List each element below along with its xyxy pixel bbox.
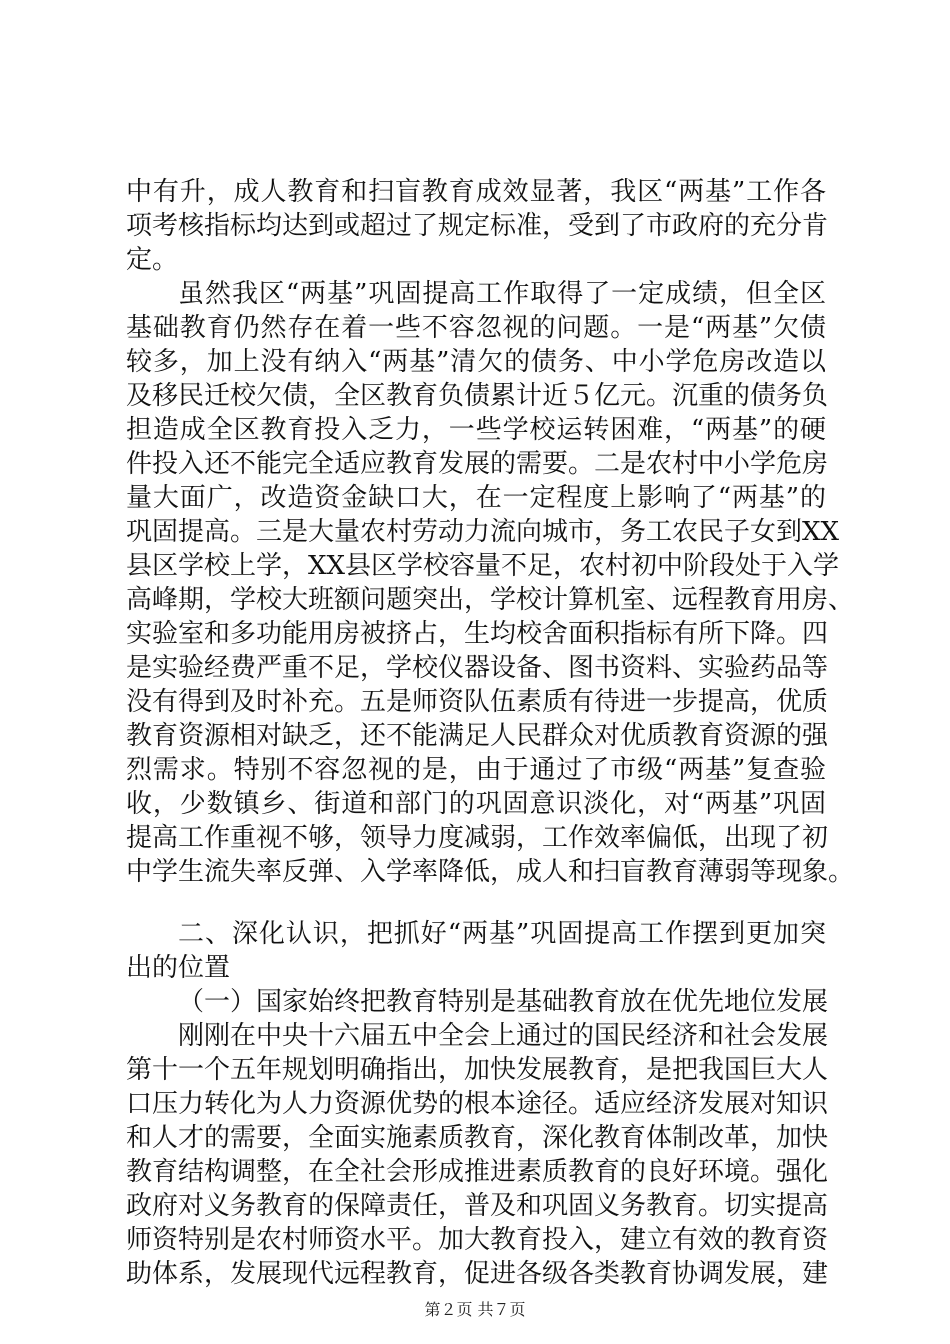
text-line: 第十一个五年规划明确指出，加快发展教育，是把我国巨大人	[126, 1055, 829, 1085]
text-line: 中有升，成人教育和扫盲教育成效显著，我区“两基”工作各	[126, 177, 826, 207]
text-line: 高峰期，学校大班额问题突出，学校计算机室、远程教育用房、	[126, 585, 855, 615]
text-line: 定。	[126, 245, 179, 275]
text-line: 收，少数镇乡、街道和部门的巩固意识淡化，对“两基”巩固	[126, 789, 826, 819]
text-line: 及移民迁校欠债，全区教育负债累计近５亿元。沉重的债务负	[126, 381, 829, 411]
text-line: 烈需求。特别不容忽视的是，由于通过了市级“两基”复查验	[126, 755, 826, 785]
text-line: 件投入还不能完全适应教育发展的需要。二是农村中小学危房	[126, 449, 829, 479]
page-number-footer: 第２页 共７页	[424, 1300, 526, 1319]
text-line: 教育结构调整，在全社会形成推进素质教育的良好环境。强化	[126, 1157, 829, 1187]
paragraph-first-line: 刚刚在中央十六届五中全会上通过的国民经济和社会发展	[178, 1021, 829, 1051]
subsection-heading: （一）国家始终把教育特别是基础教育放在优先地位发展	[178, 987, 829, 1017]
text-line: 口压力转化为人力资源优势的根本途径。适应经济发展对知识	[126, 1089, 829, 1119]
text-line: 担造成全区教育投入乏力，一些学校运转困难，“两基”的硬	[126, 415, 826, 445]
text-line: 师资特别是农村师资水平。加大教育投入，建立有效的教育资	[126, 1225, 829, 1255]
text-line: 助体系，发展现代远程教育，促进各级各类教育协调发展，建	[126, 1259, 829, 1289]
text-line: 中学生流失率反弹、入学率降低，成人和扫盲教育薄弱等现象。	[126, 857, 855, 887]
text-line: 县区学校上学，XX县区学校容量不足，农村初中阶段处于入学	[126, 551, 840, 581]
text-line: 较多，加上没有纳入“两基”清欠的债务、中小学危房改造以	[126, 347, 826, 377]
text-line: 政府对义务教育的保障责任，普及和巩固义务教育。切实提高	[126, 1191, 829, 1221]
text-line: 和人才的需要，全面实施素质教育，深化教育体制改革，加快	[126, 1123, 829, 1153]
section-heading: 二、深化认识，把抓好“两基”巩固提高工作摆到更加突	[178, 919, 826, 949]
text-line: 教育资源相对缺乏，还不能满足人民群众对优质教育资源的强	[126, 721, 829, 751]
section-heading-continued: 出的位置	[126, 953, 231, 983]
text-line: 巩固提高。三是大量农村劳动力流向城市，务工农民子女到XX	[126, 517, 840, 547]
paragraph-first-line: 虽然我区“两基”巩固提高工作取得了一定成绩，但全区	[178, 279, 826, 309]
text-line: 实验室和多功能用房被挤占，生均校舍面积指标有所下降。四	[126, 619, 829, 649]
text-line: 量大面广，改造资金缺口大，在一定程度上影响了“两基”的	[126, 483, 826, 513]
text-line: 是实验经费严重不足，学校仪器设备、图书资料、实验药品等	[126, 653, 829, 683]
text-line: 基础教育仍然存在着一些不容忽视的问题。一是“两基”欠债	[126, 313, 826, 343]
text-line: 提高工作重视不够，领导力度减弱，工作效率偏低，出现了初	[126, 823, 829, 853]
text-line: 没有得到及时补充。五是师资队伍素质有待进一步提高，优质	[126, 687, 829, 717]
text-line: 项考核指标均达到或超过了规定标准，受到了市政府的充分肯	[126, 211, 829, 241]
